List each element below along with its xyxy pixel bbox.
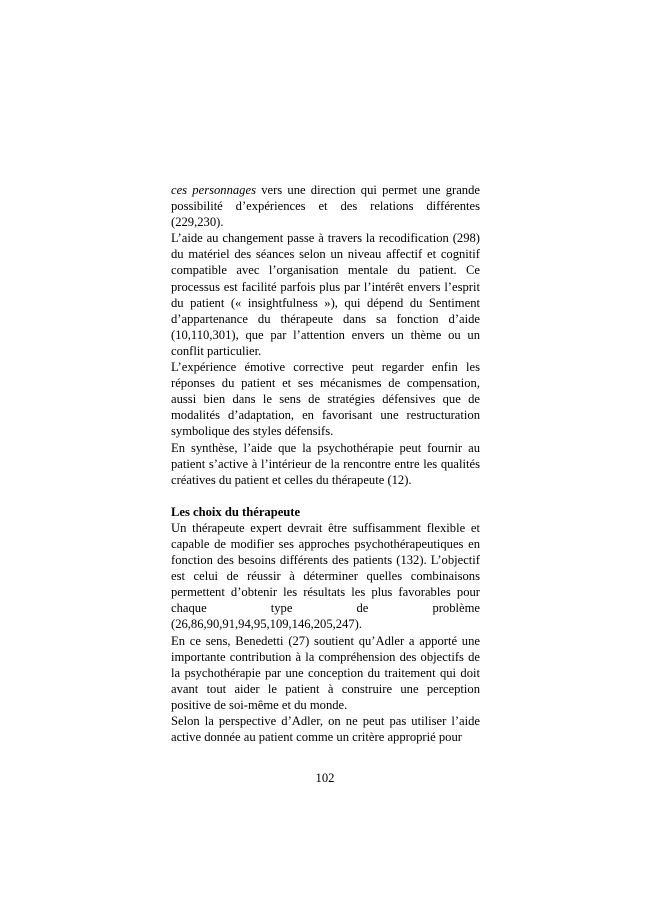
page-number: 102 bbox=[315, 771, 335, 785]
paragraph bbox=[171, 230, 480, 359]
body-text bbox=[171, 182, 480, 745]
paragraph-text: En synthèse, l’aide que la psychothérapie peut fournir au patient s’active à l’intérieur de la rencontre entre les qualités créatives du patient et celles du thérapeute (12). bbox=[171, 440, 480, 487]
paragraph bbox=[171, 359, 480, 439]
paragraph-text: L’expérience émotive corrective peut regarder enfin les réponses du patient et ses mécanismes de compensation, aussi bien dans le sens de stratégies défensives que de modalités d’adaptation, en favorisant une restructuration symbolique des styles défensifs. bbox=[171, 360, 480, 439]
paragraph-text: L’aide au changement passe à travers la recodification (298) du matériel des séances selon un niveau affectif et cognitif compatible avec l’organisation mentale du patient. Ce processus est facilité parfois plus par l’intérêt envers l’esprit du patient (« insightfulness »), qui dépend du Sentiment d’appartenance du thérapeute dans sa fonction d’aide (10,110,301), que par l’attention envers un thème ou un conflit particulier. bbox=[171, 231, 480, 358]
paragraph bbox=[171, 633, 480, 713]
paragraph-text: vers une direction qui permet une grande possibilité d’expériences et des relations différentes (229,230). bbox=[171, 183, 480, 230]
paragraph-text: Selon la perspective d’Adler, on ne peut pas utiliser l’aide active donnée au patient comme un critère approprié pour bbox=[171, 714, 480, 745]
italic-lead: ces personnages bbox=[171, 183, 256, 197]
paragraph bbox=[171, 520, 480, 633]
paragraph-text: Un thérapeute expert devrait être suffisamment flexible et capable de modifier ses approches psychothérapeutiques en fonction des besoins différents des patients (132). L’objectif est celui de réussir à déterminer quelles combinaisons permettent d’obtenir les résultats les plus favorables pour chaque type de problème (26,86,90,91,94,95,109,146,205,247). bbox=[171, 520, 480, 632]
paragraph bbox=[171, 440, 480, 488]
section-heading: Les choix du thérapeute bbox=[171, 504, 301, 519]
paragraph bbox=[171, 182, 480, 230]
paragraph bbox=[171, 713, 480, 745]
paragraph-text: En ce sens, Benedetti (27) soutient qu’Adler a apporté une importante contribution à la compréhension des objectifs de la psychothérapie par une conception du traitement qui doit avant tout aider le patient à construire une perception positive de soi-même et du monde. bbox=[171, 633, 480, 712]
section-spacer bbox=[171, 488, 480, 504]
